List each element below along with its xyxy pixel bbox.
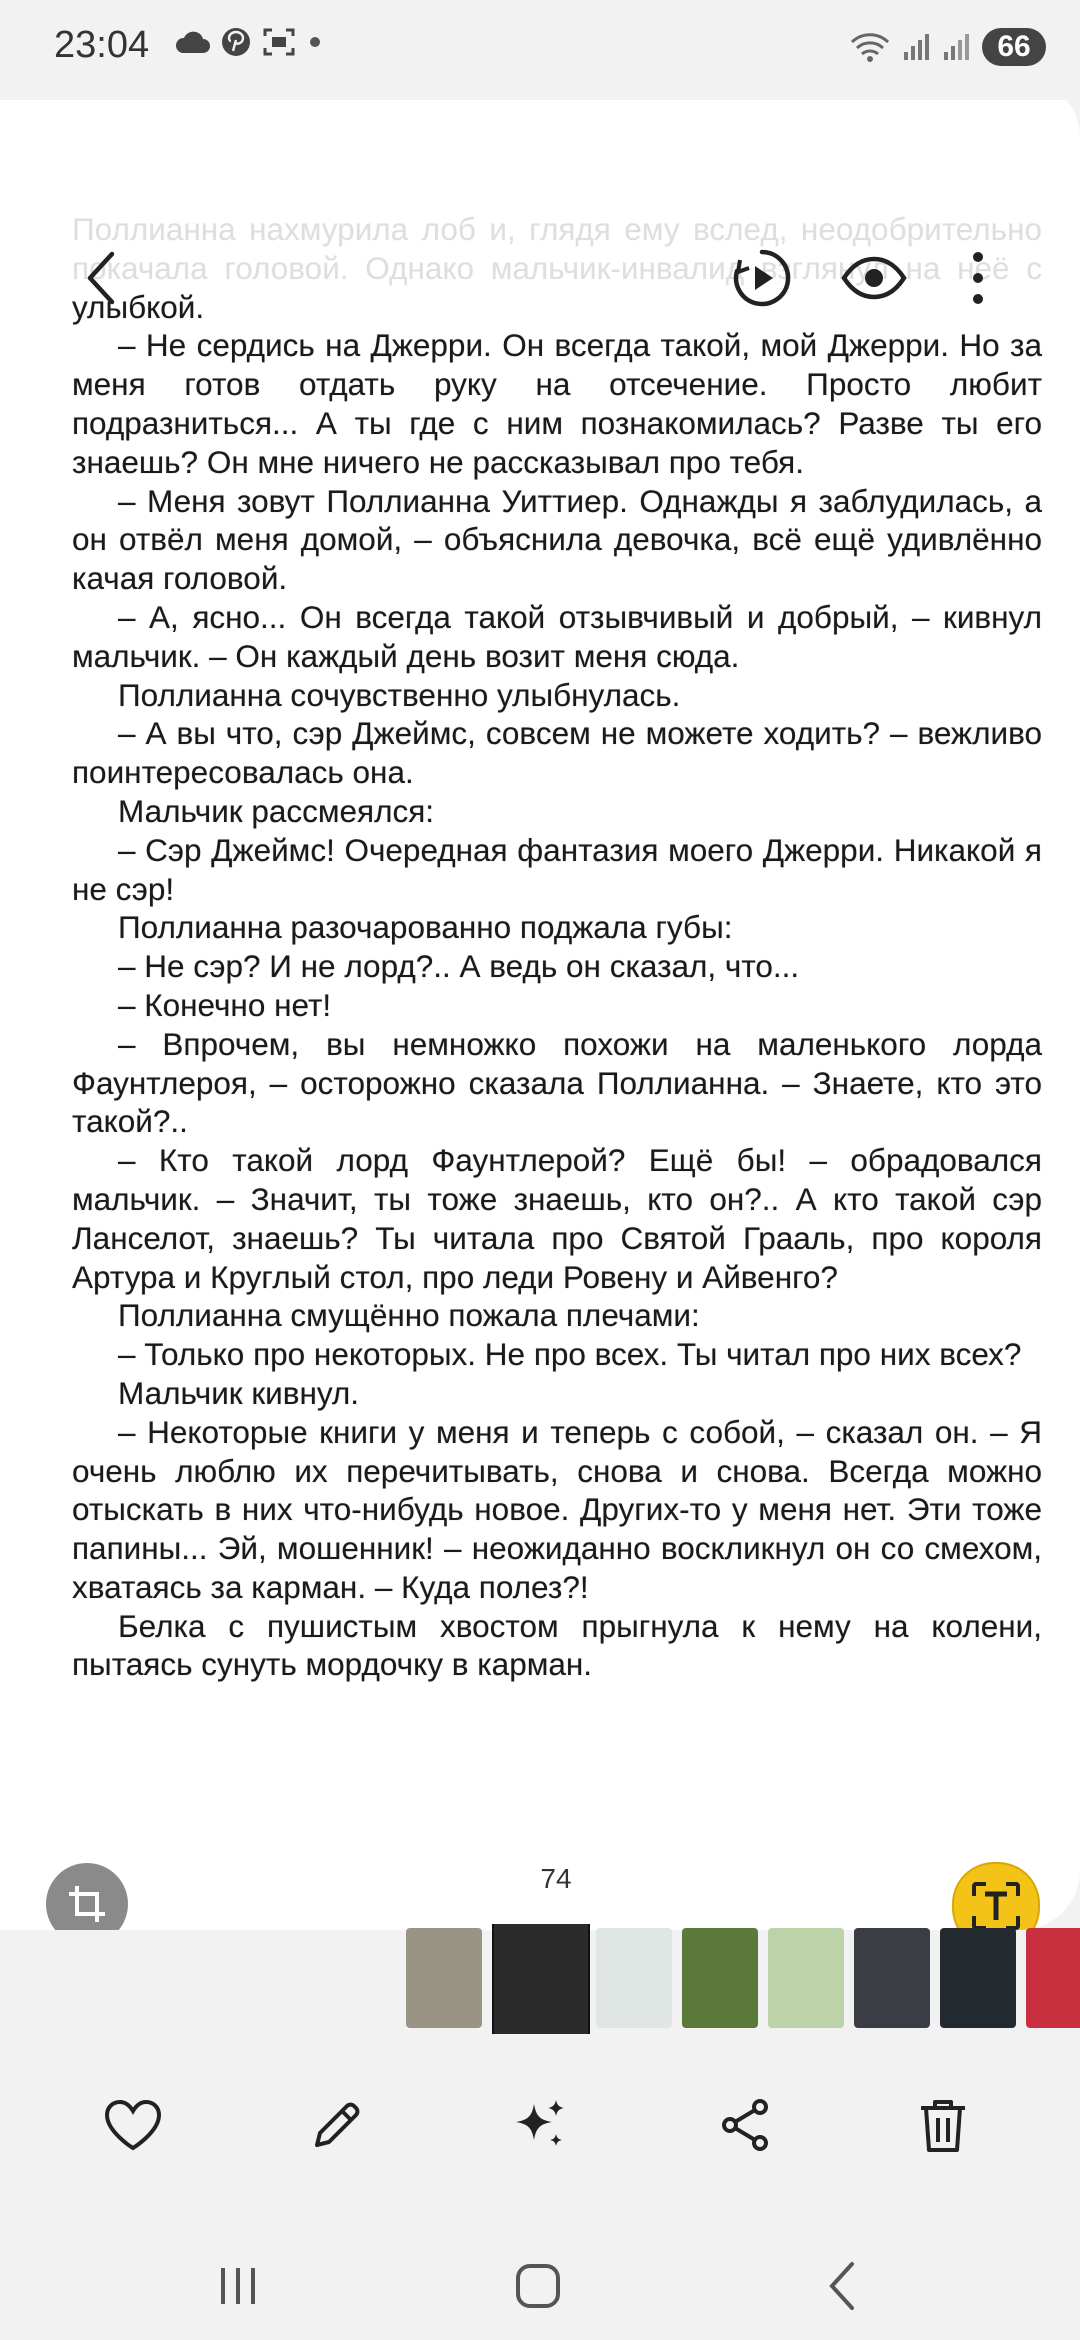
book-page-text	[72, 210, 1042, 1684]
book-paragraph: Мальчик кивнул.	[118, 1374, 360, 1411]
filmstrip[interactable]	[406, 1924, 1080, 2034]
play-motion-icon	[730, 246, 794, 310]
heart-icon	[103, 2098, 163, 2152]
home-icon	[513, 2261, 563, 2311]
page-number: 74	[540, 1863, 572, 1894]
thumbnail[interactable]	[768, 1928, 844, 2028]
status-time: 23:04	[54, 24, 150, 66]
status-notification-icons	[174, 26, 324, 58]
home-button[interactable]	[498, 2256, 578, 2316]
pinterest-icon	[220, 26, 252, 58]
book-paragraph: – Не сэр? И не лорд?.. А ведь он сказал, что...	[118, 948, 800, 985]
book-paragraph: – Сэр Джеймс! Очередная фантазия моего Джерри. Никакой я не сэр!	[72, 831, 1042, 907]
book-paragraph: – А вы что, сэр Джеймс, совсем не можете ходить? – вежливо поинтересовалась она.	[72, 715, 1042, 791]
thumbnail-current[interactable]	[492, 1924, 590, 2034]
recents-icon	[213, 2264, 263, 2308]
more-options-button[interactable]	[938, 238, 1018, 318]
sparkle-icon	[512, 2096, 570, 2154]
book-paragraph: – Только про некоторых. Не про всех. Ты читал про них всех?	[118, 1336, 1022, 1373]
cloud-icon	[174, 29, 210, 55]
toolbar-scrim	[0, 78, 1080, 288]
book-paragraph: – Не сердись на Джерри. Он всегда такой, мой Джерри. Но за меня готов отдать руку на отсечение. Просто любит подразниться... А ты где с ним познакомилась? Разве ты его знаешь? Он мне ничего не рассказывал про тебя.	[72, 327, 1042, 480]
ai-edit-button[interactable]	[506, 2090, 576, 2160]
book-paragraph: улыбкой.	[72, 288, 205, 325]
text-scan-icon	[968, 1878, 1024, 1930]
share-button[interactable]	[710, 2090, 780, 2160]
book-paragraph: Поллианна сочувственно улыбнулась.	[118, 676, 681, 713]
book-paragraph: – Кто такой лорд Фаунтлерой? Ещё бы! – обрадовался мальчик. – Значит, ты тоже знаешь, кто он?.. А кто такой сэр Ланселот, знаешь? Ты читала про Святой Грааль, про короля Артура и Круглый стол, про леди Ровену и Айвенго?	[72, 1142, 1042, 1295]
thumbnail[interactable]	[1026, 1928, 1080, 2028]
motion-photo-button[interactable]	[722, 238, 802, 318]
wifi-icon	[848, 30, 892, 64]
dot-icon	[306, 33, 324, 51]
system-nav-bar	[0, 2230, 1080, 2340]
book-paragraph: – Меня зовут Поллианна Уиттиер. Однажды я заблудилась, а он отвёл меня домой, – объяснила девочка, всё ещё удивлённо качая головой.	[72, 482, 1042, 597]
book-paragraph: Мальчик рассмеялся:	[118, 792, 435, 829]
status-right	[848, 28, 1046, 66]
eye-icon	[841, 256, 907, 300]
status-bar	[0, 0, 1080, 100]
book-paragraph: – Некоторые книги у меня и теперь с собой, – сказал он. – Я очень люблю их перечитывать, снова и снова. Всегда можно отыскать в них что-нибудь новое. Других-то у меня нет. Эти тоже папины... Эй, мошенник! – неожиданно воскликнул он со смехом, хватаясь за карман. – Куда полез?!	[72, 1413, 1042, 1605]
back-nav-button[interactable]	[802, 2256, 882, 2316]
signal-icon	[942, 32, 972, 62]
share-icon	[718, 2097, 772, 2153]
book-paragraph: Поллианна разочарованно поджала губы:	[118, 909, 733, 946]
edit-icon	[309, 2097, 365, 2153]
bottom-action-bar	[0, 2070, 1080, 2180]
back-nav-icon	[824, 2260, 860, 2312]
signal-icon	[902, 32, 932, 62]
recents-button[interactable]	[198, 2256, 278, 2316]
book-paragraph: Поллианна смущённо пожала плечами:	[118, 1297, 700, 1334]
trash-icon	[917, 2096, 969, 2154]
book-paragraph: – А, ясно... Он всегда такой отзывчивый и добрый, – кивнул мальчик. – Он каждый день возит меня сюда.	[72, 598, 1042, 674]
more-vert-icon	[971, 250, 985, 306]
thumbnail[interactable]	[682, 1928, 758, 2028]
book-paragraph: – Конечно нет!	[118, 986, 332, 1023]
crop-icon	[65, 1882, 109, 1926]
thumbnail[interactable]	[940, 1928, 1016, 2028]
thumbnail[interactable]	[596, 1928, 672, 2028]
back-button[interactable]	[62, 238, 142, 318]
book-paragraph: – Впрочем, вы немножко похожи на маленького лорда Фаунтлероя, – осторожно сказала Поллианна. – Знаете, кто это такой?..	[72, 1025, 1042, 1140]
thumbnail[interactable]	[406, 1928, 482, 2028]
screenshot-icon	[262, 26, 296, 58]
thumbnail[interactable]	[854, 1928, 930, 2028]
delete-button[interactable]	[908, 2090, 978, 2160]
back-icon	[82, 248, 122, 308]
book-paragraph: Белка с пушистым хвостом прыгнула к нему на колени, пытаясь сунуть мордочку в карман.	[72, 1607, 1042, 1683]
favorite-button[interactable]	[98, 2090, 168, 2160]
battery-indicator: 66	[982, 28, 1046, 66]
edit-button[interactable]	[302, 2090, 372, 2160]
view-button[interactable]	[834, 238, 914, 318]
photo-view[interactable]	[0, 78, 1080, 1930]
